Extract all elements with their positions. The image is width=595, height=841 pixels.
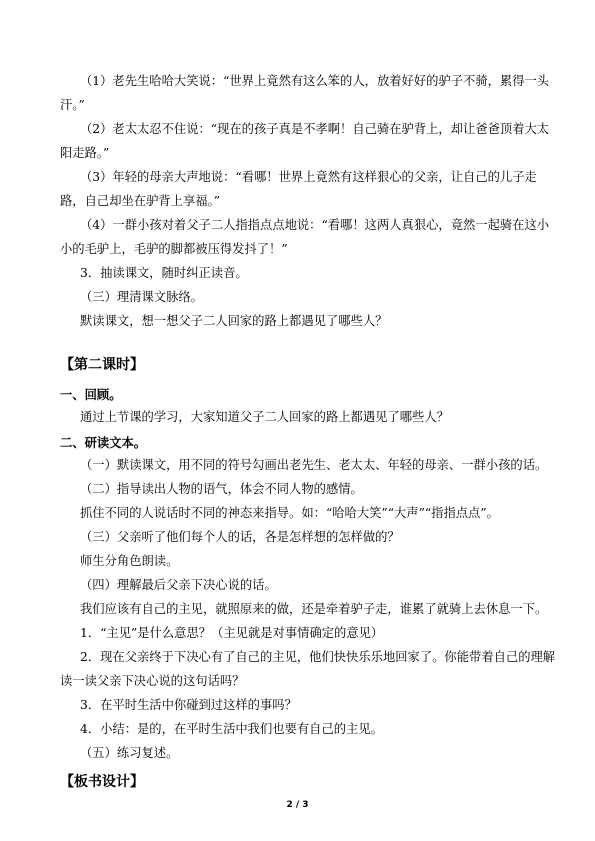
quote-line: 阳走路。” [60,146,110,160]
page-number: 2 / 3 [286,800,309,810]
body-line: 4．小结：是的，在平时生活中我们也要有自己的主见。 [80,722,383,736]
step-line: 默读课文，想一想父子二人回家的路上都遇见了哪些人？ [80,314,388,328]
body-line: 我们应该有自己的主见，就照原来的做，还是牵着驴子走，谁累了就骑上去休息一下。 [80,602,548,616]
section-heading: 【板书设计】 [60,774,144,790]
step-line: 3．抽读课文，随时纠正读音。 [80,266,248,280]
body-line: 抓住不同的人说话时不同的神态来指导。如：“哈哈大笑”“大声”“指指点点”。 [80,506,499,520]
body-line: （一）默读课文，用不同的符号勾画出老先生、老太太、年轻的母亲、一群小孩的话。 [80,458,548,472]
quote-line: （1）老先生哈哈大笑说：“世界上竟然有这么笨的人，放着好好的驴子不骑，累得一头 [80,74,550,88]
quote-line: 汗。” [60,98,85,112]
body-line: 通过上节课的学习，大家知道父子二人回家的路上都遇见了哪些人？ [80,410,449,424]
quote-line: 小的毛驴上，毛驴的脚都被压得发抖了！” [60,242,288,256]
body-line: 读一读父亲下决心说的这句话吗？ [60,674,245,688]
section-heading: 【第二课时】 [60,357,144,373]
body-line: （二）指导读出人物的语气，体会不同人物的感情。 [80,482,363,496]
step-line: （三）理清课文脉络。 [80,290,203,304]
subsection-heading: 一、回顾。 [60,388,122,402]
subsection-heading: 二、研读文本。 [60,436,147,450]
body-line: 3．在平时生活中你碰到过这样的事吗？ [80,698,297,712]
body-line: （三）父亲听了他们每个人的话，各是怎样想的怎样做的？ [80,530,400,544]
body-line: （四）理解最后父亲下决心说的话。 [80,578,277,592]
body-line: 1．“主见”是什么意思？（主见就是对事情确定的意见） [80,626,384,640]
quote-line: （4）一群小孩对着父子二人指指点点地说：“看哪！这两人真狠心，竟然一起骑在这小 [80,218,550,232]
body-line: 师生分角色朗读。 [80,554,179,568]
body-line: 2．现在父亲终于下决心有了自己的主见，他们快快乐乐地回家了。你能带着自己的理解 [80,650,556,664]
quote-line: 路，自己却坐在驴背上享福。” [60,194,220,208]
body-line: （五）练习复述。 [80,746,179,760]
quote-line: （3）年轻的母亲大声地说：“看哪！世界上竟然有这样狠心的父亲，让自己的儿子走 [80,170,537,184]
quote-line: （2）老太太忍不住说：“现在的孩子真是不孝啊！自己骑在驴背上，却让爸爸顶着大太 [80,122,550,136]
